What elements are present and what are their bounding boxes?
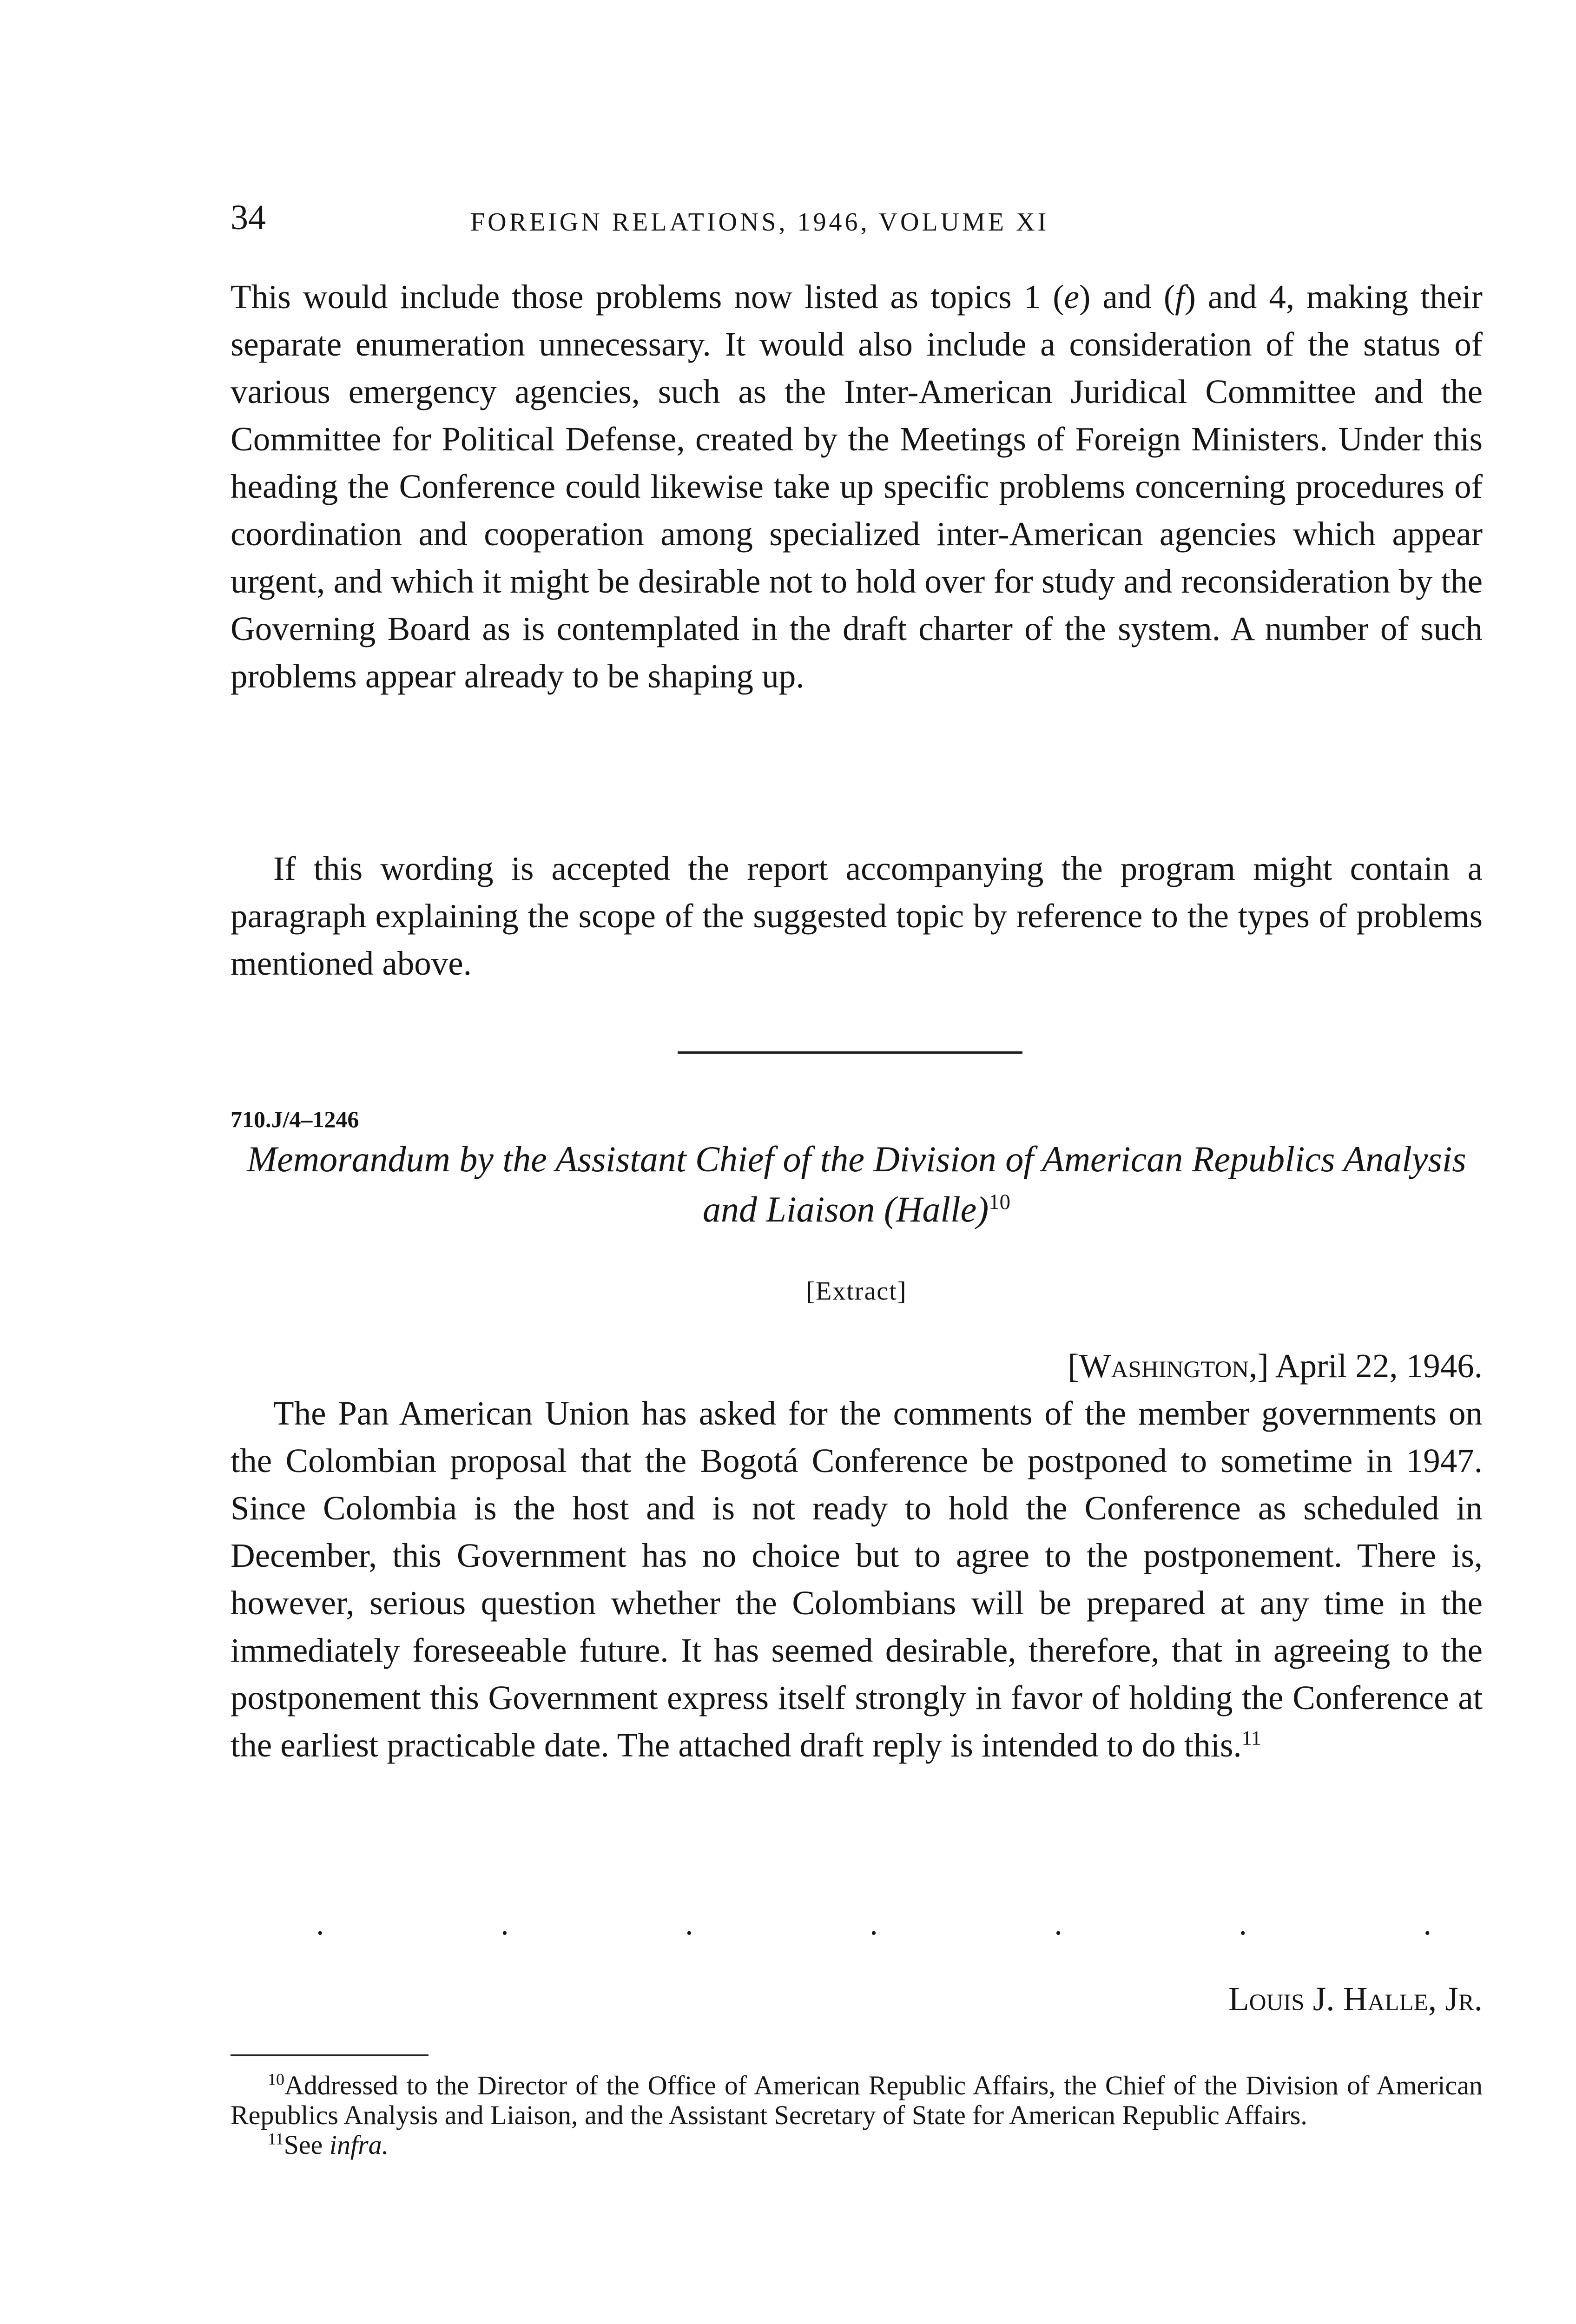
footnote-10 — [231, 2071, 1483, 2130]
memo-title — [231, 1134, 1483, 1235]
extract-label: [Extract] — [806, 1277, 907, 1306]
section-divider — [678, 1051, 1022, 1054]
paragraph-italic: e — [1064, 278, 1079, 316]
running-head: FOREIGN RELATIONS, 1946, VOLUME XI — [470, 208, 1049, 237]
footnote-11 — [231, 2130, 1483, 2160]
memo-title-text: Memorandum by the Assistant Chief of the Division of American Republics Analysis and Liaison (Halle) — [247, 1139, 1466, 1229]
paragraph-topics — [231, 273, 1483, 700]
memo-body-text: The Pan American Union has asked for the comments of the member governments on the Colombian proposal that the Bogotá Conference be postponed to sometime in 1947. Since Colombia is the host and is not ready to hold the Conference as scheduled in December, this Government has no choice but to agree to the postponement. There is, however, serious question whether the Colombians will be prepared at any time in the immediately foreseeable future. It has seemed desirable, therefore, that in agreeing to the postponement this Government express itself strongly in favor of holding the Conference at the earliest practicable date. The attached draft reply is intended to do this. — [231, 1394, 1483, 1764]
ellipsis-dot: . — [1239, 1906, 1247, 1942]
dateline — [231, 1342, 1483, 1390]
ellipsis-dot: . — [501, 1906, 509, 1942]
footnote-mark: 10 — [268, 2070, 284, 2089]
paragraph-wording: If this wording is accepted the report accompanying the program might contain a paragraph explaining the scope of the suggested topic by reference to the types of problems mentioned above. — [231, 850, 1483, 982]
dateline-place: [Washington,] — [1068, 1347, 1269, 1385]
footnote-divider — [231, 2054, 429, 2056]
memo-body — [231, 1390, 1483, 1769]
paragraph-text: ) and ( — [1079, 278, 1175, 316]
page-header — [231, 194, 1483, 245]
footnote-italic: infra. — [329, 2130, 389, 2160]
page-number: 34 — [231, 198, 266, 237]
file-number: 710.J/4–1246 — [231, 1106, 359, 1132]
footnote-mark: 11 — [268, 2129, 284, 2148]
ellipsis-dot: . — [1054, 1906, 1062, 1942]
ellipsis-dot: . — [685, 1906, 693, 1942]
omission-ellipsis — [316, 1906, 1431, 1943]
footnote-ref: 11 — [1241, 1727, 1261, 1750]
paragraph-italic: f — [1175, 278, 1185, 316]
signature: Louis J. Halle, Jr. — [1228, 1980, 1483, 2018]
footnote-text: See — [284, 2130, 330, 2160]
footnote-text: Addressed to the Director of the Office of American Republic Affairs, the Chief of the Division of American Republics Analysis and Liaison, and the Assistant Secretary of State for American Republic Affairs. — [231, 2070, 1483, 2130]
ellipsis-dot: . — [316, 1906, 324, 1942]
ellipsis-dot: . — [1423, 1906, 1431, 1942]
footnote-ref: 10 — [989, 1190, 1011, 1214]
paragraph-text: ) and 4, making their separate enumeration unnecessary. It would also include a consideration of the status of various emergency agencies, such as the Inter-American Juridical Committee and the Committee for Political Defense, created by the Meetings of Foreign Ministers. Under this heading the Conference could likewise take up specific problems concerning procedures of coordination and cooperation among specialized inter-American agencies which appear urgent, and which it might be desirable not to hold over for study and reconsideration by the Governing Board as is contemplated in the draft charter of the system. A number of such problems appear already to be shaping up. — [231, 278, 1483, 695]
paragraph-text: This would include those problems now listed as topics 1 ( — [231, 278, 1064, 316]
dateline-date: April 22, 1946. — [1268, 1347, 1483, 1385]
ellipsis-dot: . — [870, 1906, 878, 1942]
footnotes — [231, 2071, 1483, 2160]
